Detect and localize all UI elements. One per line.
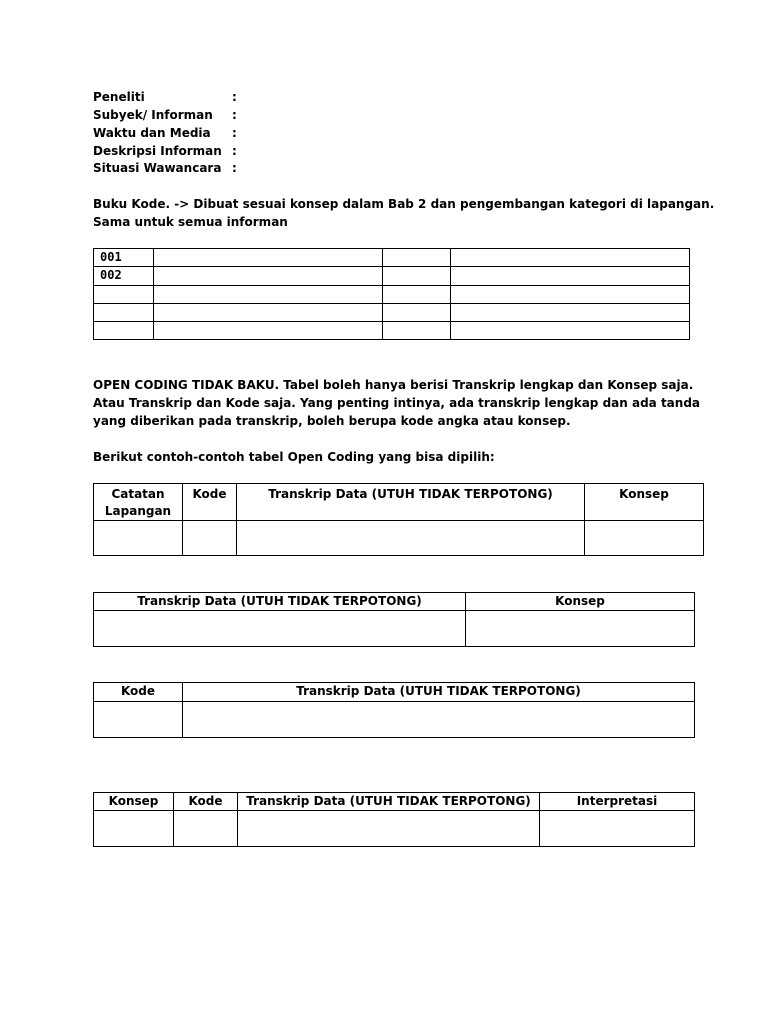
code-cell — [94, 322, 154, 340]
empty-cell[interactable] — [451, 249, 690, 267]
empty-cell[interactable] — [451, 267, 690, 286]
field-label: Subyek/ Informan — [93, 108, 213, 122]
code-cell: 001 — [94, 249, 154, 267]
empty-cell[interactable] — [94, 702, 183, 738]
table-row — [94, 521, 704, 556]
examples-intro: Berikut contoh-contoh tabel Open Coding yang bisa dipilih: — [93, 450, 495, 464]
table-header-row — [94, 683, 695, 702]
open-coding-table-3 — [93, 682, 695, 738]
code-cell — [94, 286, 154, 304]
empty-cell[interactable] — [174, 811, 238, 847]
column-header: Kode — [183, 484, 237, 521]
code-cell: 002 — [94, 267, 154, 286]
field-label: Peneliti — [93, 90, 145, 104]
table-header-row — [94, 593, 695, 611]
column-header: Kode — [94, 683, 183, 702]
empty-cell[interactable] — [383, 304, 451, 322]
table-row — [94, 267, 690, 286]
field-label: Situasi Wawancara — [93, 161, 222, 175]
empty-cell[interactable] — [94, 521, 183, 556]
buku-kode-line-2: Sama untuk semua informan — [93, 215, 288, 229]
empty-cell[interactable] — [94, 811, 174, 847]
column-header: Konsep — [585, 484, 704, 521]
column-header: Transkrip Data (UTUH TIDAK TERPOTONG) — [238, 793, 540, 811]
empty-cell[interactable] — [183, 702, 695, 738]
column-header: Konsep — [466, 593, 695, 611]
column-header: Konsep — [94, 793, 174, 811]
empty-cell[interactable] — [154, 267, 383, 286]
open-coding-table-4 — [93, 792, 695, 847]
field-colon: : — [232, 161, 237, 175]
column-header: Interpretasi — [540, 793, 695, 811]
column-header: Transkrip Data (UTUH TIDAK TERPOTONG) — [237, 484, 585, 521]
field-colon: : — [232, 90, 237, 104]
open-coding-table-2 — [93, 592, 695, 647]
column-header: Transkrip Data (UTUH TIDAK TERPOTONG) — [183, 683, 695, 702]
open-coding-line-2: Atau Transkrip dan Kode saja. Yang penting intinya, ada transkrip lengkap dan ada tanda — [93, 396, 701, 410]
empty-cell[interactable] — [540, 811, 695, 847]
table-row — [94, 249, 690, 267]
empty-cell[interactable] — [94, 611, 466, 647]
field-label: Deskripsi Informan — [93, 144, 222, 158]
empty-cell[interactable] — [154, 304, 383, 322]
table-row — [94, 811, 695, 847]
buku-kode-table — [93, 248, 690, 340]
table-row — [94, 702, 695, 738]
table-row — [94, 322, 690, 340]
table-header-row — [94, 793, 695, 811]
open-coding-line-3: yang diberikan pada transkrip, boleh berupa kode angka atau konsep. — [93, 414, 571, 428]
field-colon: : — [232, 126, 237, 140]
field-colon: : — [232, 144, 237, 158]
empty-cell[interactable] — [383, 249, 451, 267]
empty-cell[interactable] — [451, 322, 690, 340]
empty-cell[interactable] — [154, 286, 383, 304]
open-coding-line-1: OPEN CODING TIDAK BAKU. Tabel boleh hanya berisi Transkrip lengkap dan Konsep saja. — [93, 378, 694, 392]
empty-cell[interactable] — [383, 286, 451, 304]
table-header-row — [94, 484, 704, 521]
empty-cell[interactable] — [383, 322, 451, 340]
column-header: Kode — [174, 793, 238, 811]
field-label: Waktu dan Media — [93, 126, 211, 140]
column-header: Catatan Lapangan — [94, 484, 183, 521]
empty-cell[interactable] — [238, 811, 540, 847]
empty-cell[interactable] — [466, 611, 695, 647]
buku-kode-line-1: Buku Kode. -> Dibuat sesuai konsep dalam Bab 2 dan pengembangan kategori di lapangan. — [93, 197, 715, 211]
empty-cell[interactable] — [451, 304, 690, 322]
empty-cell[interactable] — [451, 286, 690, 304]
empty-cell[interactable] — [183, 521, 237, 556]
code-cell — [94, 304, 154, 322]
open-coding-table-1 — [93, 483, 704, 556]
column-header: Transkrip Data (UTUH TIDAK TERPOTONG) — [94, 593, 466, 611]
empty-cell[interactable] — [154, 322, 383, 340]
empty-cell[interactable] — [237, 521, 585, 556]
empty-cell[interactable] — [383, 267, 451, 286]
table-row — [94, 304, 690, 322]
empty-cell[interactable] — [154, 249, 383, 267]
table-row — [94, 611, 695, 647]
field-colon: : — [232, 108, 237, 122]
empty-cell[interactable] — [585, 521, 704, 556]
table-row — [94, 286, 690, 304]
